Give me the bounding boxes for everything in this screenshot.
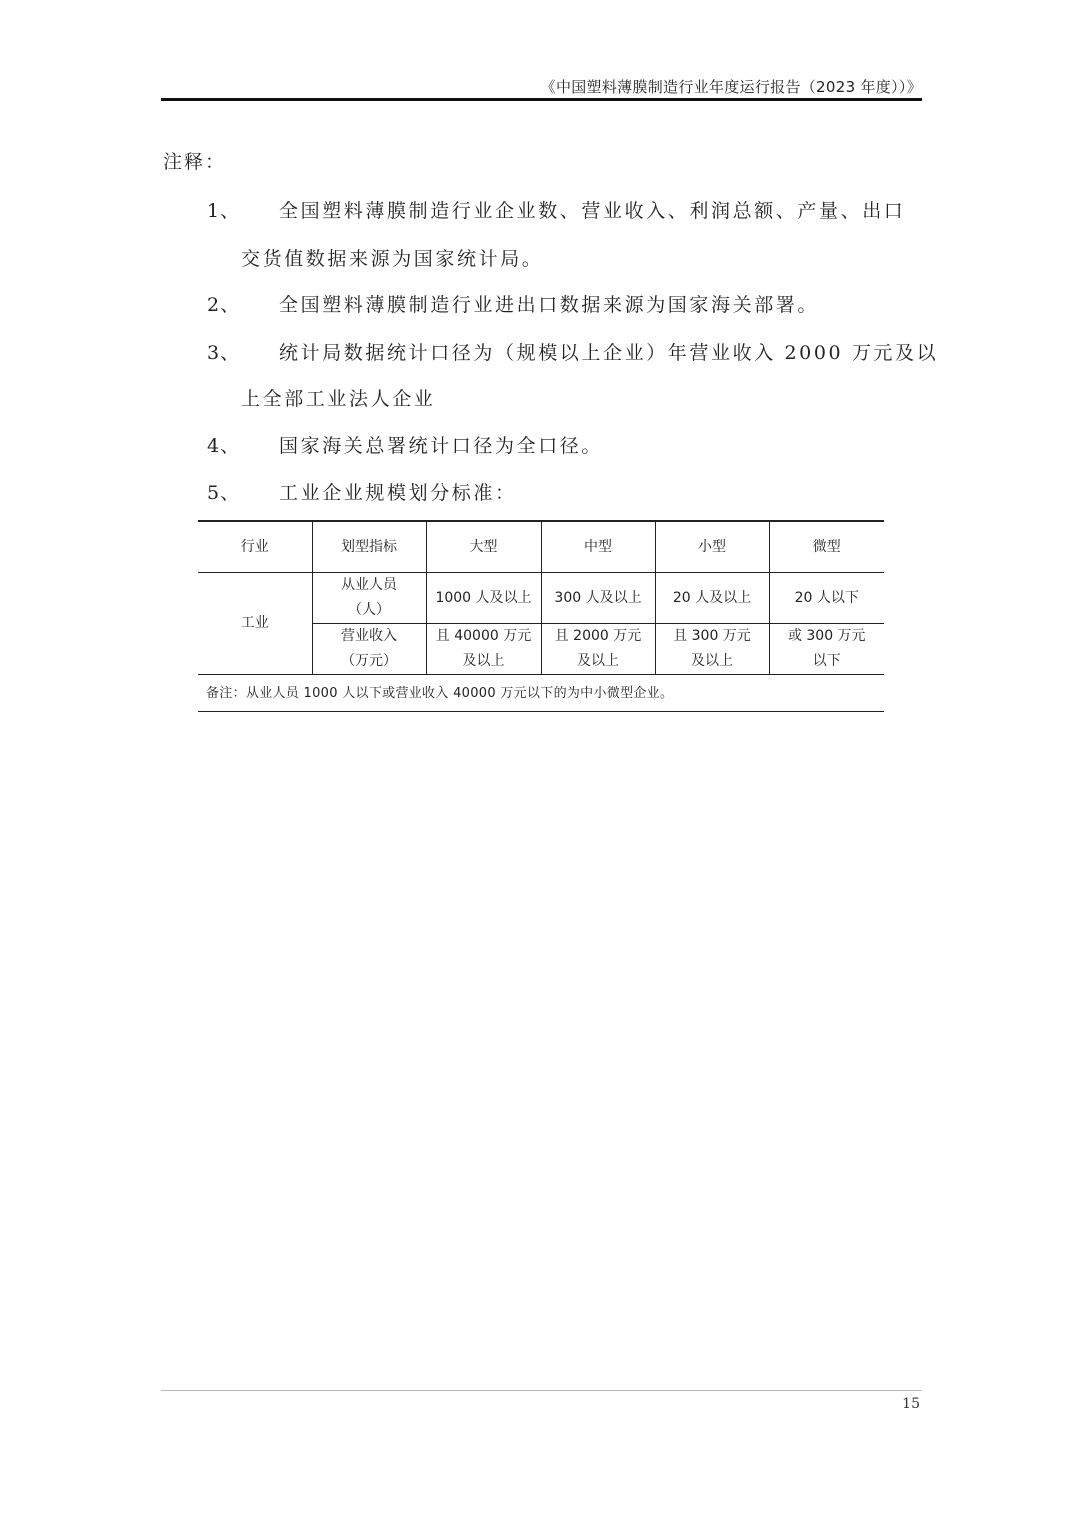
note-item-1 [207,196,905,223]
industry-cell: 工业 [198,573,312,675]
table-note: 备注：从业人员 1000 人以下或营业收入 40000 万元以下的为中小微型企业。 [198,675,884,712]
note-item-text: 工业企业规模划分标准： [279,482,517,504]
cell-line: 以下 [812,653,841,669]
cell-medium [541,624,655,675]
header-divider [161,98,922,101]
enterprise-size-standard-table [198,520,884,712]
cell-medium: 300 人及以上 [541,573,655,624]
cell-small [655,624,769,675]
note-item-text: 国家海关总署统计口径为全口径。 [279,435,604,457]
metric-line: 从业人员 [341,577,397,593]
note-item-5 [207,478,517,505]
header-cell-micro: 微型 [769,521,884,573]
table-header-row [198,521,884,573]
note-item-4 [207,431,603,458]
cell-large: 1000 人及以上 [426,573,541,624]
note-item-number: 5、 [207,482,241,504]
note-item-1-continuation: 交货值数据来源为国家统计局。 [241,248,544,270]
note-item-number: 2、 [207,294,241,316]
note-item-text: 全国塑料薄膜制造行业企业数、营业收入、利润总额、产量、出口 [279,200,906,222]
cell-line: 及以上 [691,653,733,669]
running-header-title: 《中国塑料薄膜制造行业年度运行报告（2023 年度））》 [540,78,922,96]
header-cell-small: 小型 [655,521,769,573]
header-cell-industry: 行业 [198,521,312,573]
note-item-text: 全国塑料薄膜制造行业进出口数据来源为国家海关部署。 [279,294,820,316]
header-cell-large: 大型 [426,521,541,573]
note-item-2 [207,290,819,317]
table-row [198,573,884,624]
cell-micro [769,624,884,675]
cell-line: 且 300 万元 [673,628,751,644]
cell-micro: 20 人以下 [769,573,884,624]
note-item-number: 4、 [207,435,241,457]
cell-line: 或 300 万元 [787,628,866,644]
notes-label: 注释： [163,151,227,173]
footer-divider [161,1390,922,1391]
note-item-number: 1、 [207,200,241,222]
note-item-3 [207,338,938,365]
note-item-text: 统计局数据统计口径为（规模以上企业）年营业收入 2000 万元及以 [279,342,939,364]
cell-large [426,624,541,675]
cell-line: 及以上 [577,653,619,669]
metric-line: 营业收入 [341,628,397,644]
cell-line: 且 40000 万元 [435,628,532,644]
cell-line: 及以上 [462,653,505,669]
table-note-row [198,675,884,712]
header-cell-metric: 划型指标 [312,521,426,573]
metric-unit: （万元） [341,653,397,669]
metric-unit: （人） [348,602,390,618]
cell-small: 20 人及以上 [655,573,769,624]
cell-line: 且 2000 万元 [554,628,642,644]
note-item-number: 3、 [207,342,241,364]
metric-cell-revenue [312,624,426,675]
note-item-3-continuation: 上全部工业法人企业 [241,388,436,410]
header-cell-medium: 中型 [541,521,655,573]
page-number: 15 [902,1396,920,1412]
metric-cell-employees [312,573,426,624]
